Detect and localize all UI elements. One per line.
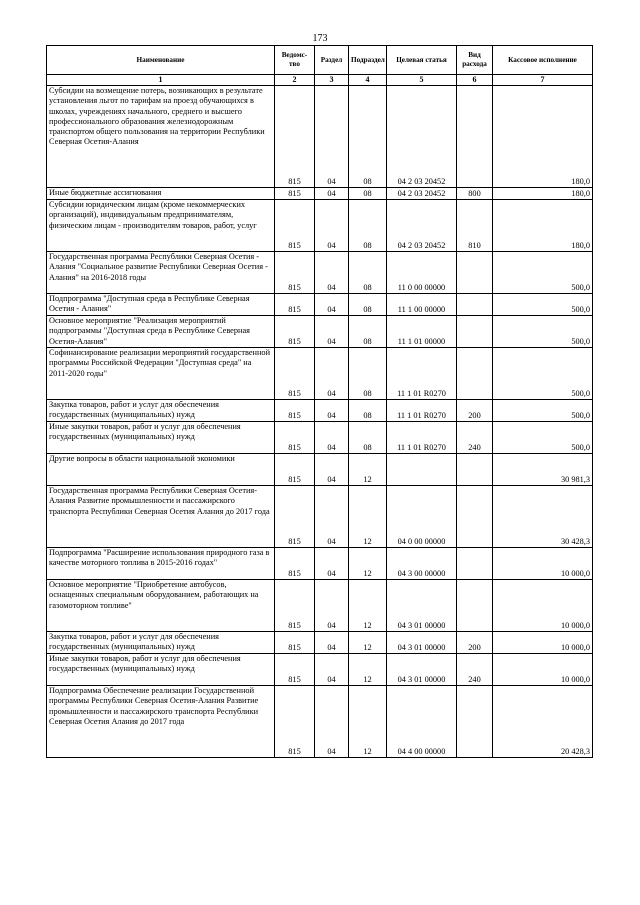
column-index: 1: [47, 75, 275, 86]
row-amount: 10 000,0: [493, 632, 593, 654]
row-dept: 815: [275, 188, 315, 200]
row-name: Другие вопросы в области национальной экономики: [47, 454, 275, 486]
row-kind: [457, 294, 493, 316]
row-section: 04: [315, 632, 349, 654]
row-dept: 815: [275, 580, 315, 632]
row-target: [387, 454, 457, 486]
header-row: [47, 46, 593, 75]
row-section: 04: [315, 486, 349, 548]
row-section: 04: [315, 252, 349, 294]
row-dept: 815: [275, 422, 315, 454]
row-subsection: 08: [349, 348, 387, 400]
row-subsection: 08: [349, 400, 387, 422]
row-section: 04: [315, 316, 349, 348]
row-section: 04: [315, 348, 349, 400]
row-target: 04 2 03 20452: [387, 86, 457, 188]
table-row: [47, 294, 593, 316]
row-name: Софинансирование реализации мероприятий государственной программы Российской Федерации "Доступная среда" на 2011-2020 годы": [47, 348, 275, 400]
row-amount: 180,0: [493, 200, 593, 252]
table-row: [47, 348, 593, 400]
row-kind: [457, 486, 493, 548]
row-dept: 815: [275, 454, 315, 486]
row-target: 04 2 03 20452: [387, 200, 457, 252]
row-target: 11 1 00 00000: [387, 294, 457, 316]
header-dept: Ведомс-тво: [275, 46, 315, 75]
row-amount: 180,0: [493, 188, 593, 200]
row-amount: 10 000,0: [493, 654, 593, 686]
row-name: Подпрограмма "Доступная среда в Республике Северная Осетия - Алания": [47, 294, 275, 316]
row-name: Иные закупки товаров, работ и услуг для обеспечения государственных (муниципальных) нужд: [47, 654, 275, 686]
row-amount: 500,0: [493, 348, 593, 400]
row-section: 04: [315, 188, 349, 200]
row-name: Подпрограмма "Расширение использования природного газа в качестве моторного топлива в 2015-2016 годах": [47, 548, 275, 580]
row-dept: 815: [275, 294, 315, 316]
table-row: [47, 580, 593, 632]
row-dept: 815: [275, 632, 315, 654]
table-row: [47, 86, 593, 188]
table-row: [47, 400, 593, 422]
row-subsection: 08: [349, 294, 387, 316]
header-section: Раздел: [315, 46, 349, 75]
header-kind: Вид расхода: [457, 46, 493, 75]
row-kind: [457, 548, 493, 580]
table-row: [47, 548, 593, 580]
row-amount: 30 428,3: [493, 486, 593, 548]
row-name: Основное мероприятие "Реализация мероприятий подпрограммы "Доступная среда в Республике Северная Осетия-Алания": [47, 316, 275, 348]
row-target: 04 3 01 00000: [387, 580, 457, 632]
row-kind: 810: [457, 200, 493, 252]
row-amount: 180,0: [493, 86, 593, 188]
row-dept: 815: [275, 486, 315, 548]
row-subsection: 08: [349, 200, 387, 252]
row-target: 11 0 00 00000: [387, 252, 457, 294]
row-subsection: 08: [349, 86, 387, 188]
page-number: 173: [312, 33, 328, 44]
row-target: 11 1 01 R0270: [387, 400, 457, 422]
row-kind: [457, 316, 493, 348]
row-name: Закупка товаров, работ и услуг для обеспечения государственных (муниципальных) нужд: [47, 632, 275, 654]
row-subsection: 12: [349, 486, 387, 548]
row-target: 11 1 01 00000: [387, 316, 457, 348]
row-subsection: 08: [349, 422, 387, 454]
row-section: 04: [315, 86, 349, 188]
row-target: 11 1 01 R0270: [387, 348, 457, 400]
row-target: 11 1 01 R0270: [387, 422, 457, 454]
row-subsection: 12: [349, 548, 387, 580]
row-section: 04: [315, 580, 349, 632]
header-subsection: Подраздел: [349, 46, 387, 75]
row-kind: [457, 686, 493, 758]
row-amount: 500,0: [493, 294, 593, 316]
row-section: 04: [315, 400, 349, 422]
row-dept: 815: [275, 686, 315, 758]
row-target: 04 0 00 00000: [387, 486, 457, 548]
row-dept: 815: [275, 86, 315, 188]
row-amount: 500,0: [493, 422, 593, 454]
row-subsection: 12: [349, 632, 387, 654]
row-name: Основное мероприятие "Приобретение автобусов, оснащенных специальным оборудованием, работающих на газомоторном топливе": [47, 580, 275, 632]
row-name: Иные бюджетные ассигнования: [47, 188, 275, 200]
row-section: 04: [315, 686, 349, 758]
column-index: 6: [457, 75, 493, 86]
row-dept: 815: [275, 400, 315, 422]
row-kind: [457, 454, 493, 486]
table-row: [47, 252, 593, 294]
row-amount: 10 000,0: [493, 580, 593, 632]
row-kind: [457, 86, 493, 188]
row-section: 04: [315, 200, 349, 252]
row-name: Государственная программа Республики Северная Осетия-Алания Развитие промышленности и пассажирского транспорта Республики Северная Осетия Алания до 2017 года: [47, 486, 275, 548]
row-subsection: 12: [349, 686, 387, 758]
row-dept: 815: [275, 654, 315, 686]
header-name: Наименование: [47, 46, 275, 75]
row-section: 04: [315, 454, 349, 486]
table-row: [47, 454, 593, 486]
budget-table: [46, 45, 593, 758]
row-kind: [457, 252, 493, 294]
row-kind: 240: [457, 654, 493, 686]
column-index: 5: [387, 75, 457, 86]
row-kind: [457, 580, 493, 632]
row-target: 04 3 01 00000: [387, 632, 457, 654]
row-section: 04: [315, 548, 349, 580]
table-row: [47, 200, 593, 252]
row-kind: [457, 348, 493, 400]
column-index: 4: [349, 75, 387, 86]
row-section: 04: [315, 294, 349, 316]
table-row: [47, 188, 593, 200]
header-amount: Кассовое исполнение: [493, 46, 593, 75]
column-index: 2: [275, 75, 315, 86]
row-section: 04: [315, 422, 349, 454]
row-amount: 500,0: [493, 316, 593, 348]
column-index: 3: [315, 75, 349, 86]
table-row: [47, 486, 593, 548]
row-amount: 500,0: [493, 252, 593, 294]
table-row: [47, 654, 593, 686]
row-name: Иные закупки товаров, работ и услуг для обеспечения государственных (муниципальных) нужд: [47, 422, 275, 454]
row-subsection: 12: [349, 654, 387, 686]
row-subsection: 08: [349, 316, 387, 348]
row-name: Субсидии юридическим лицам (кроме некоммерческих организаций), индивидуальным предпринимателям, физическим лицам - производителям товаров, работ, услуг: [47, 200, 275, 252]
row-kind: 240: [457, 422, 493, 454]
row-target: 04 4 00 00000: [387, 686, 457, 758]
row-target: 04 3 01 00000: [387, 654, 457, 686]
header-target: Целевая статья: [387, 46, 457, 75]
table-row: [47, 686, 593, 758]
row-dept: 815: [275, 548, 315, 580]
column-index-row: [47, 75, 593, 86]
table-row: [47, 422, 593, 454]
row-dept: 815: [275, 200, 315, 252]
table-row: [47, 632, 593, 654]
row-subsection: 12: [349, 580, 387, 632]
row-dept: 815: [275, 252, 315, 294]
row-dept: 815: [275, 316, 315, 348]
row-subsection: 08: [349, 188, 387, 200]
row-amount: 10 000,0: [493, 548, 593, 580]
row-target: 04 3 00 00000: [387, 548, 457, 580]
row-kind: 200: [457, 632, 493, 654]
row-name: Закупка товаров, работ и услуг для обеспечения государственных (муниципальных) нужд: [47, 400, 275, 422]
row-kind: 200: [457, 400, 493, 422]
column-index: 7: [493, 75, 593, 86]
row-amount: 30 981,3: [493, 454, 593, 486]
row-amount: 20 428,3: [493, 686, 593, 758]
row-name: Подпрограмма Обеспечение реализации Государственной программы Республики Северная Осетия-Алания Развитие промышленности и пассажирского транспорта Республики Северная Осетия Алания до 2017 года: [47, 686, 275, 758]
row-target: 04 2 03 20452: [387, 188, 457, 200]
row-name: Государственная программа Республики Северная Осетия - Алания "Социальное развитие Республики Северная Осетия - Алания" на 2016-2018 годы: [47, 252, 275, 294]
row-amount: 500,0: [493, 400, 593, 422]
row-dept: 815: [275, 348, 315, 400]
table-row: [47, 316, 593, 348]
row-subsection: 12: [349, 454, 387, 486]
row-section: 04: [315, 654, 349, 686]
row-name: Субсидии на возмещение потерь, возникающих в результате установления льгот по тарифам на проезд обучающихся в школах, учреждениях начального, среднего и высшего профессионального образования железнодорожным транспортом общего пользования на территории Республики Северная Осетия-Алания: [47, 86, 275, 188]
row-subsection: 08: [349, 252, 387, 294]
row-kind: 800: [457, 188, 493, 200]
